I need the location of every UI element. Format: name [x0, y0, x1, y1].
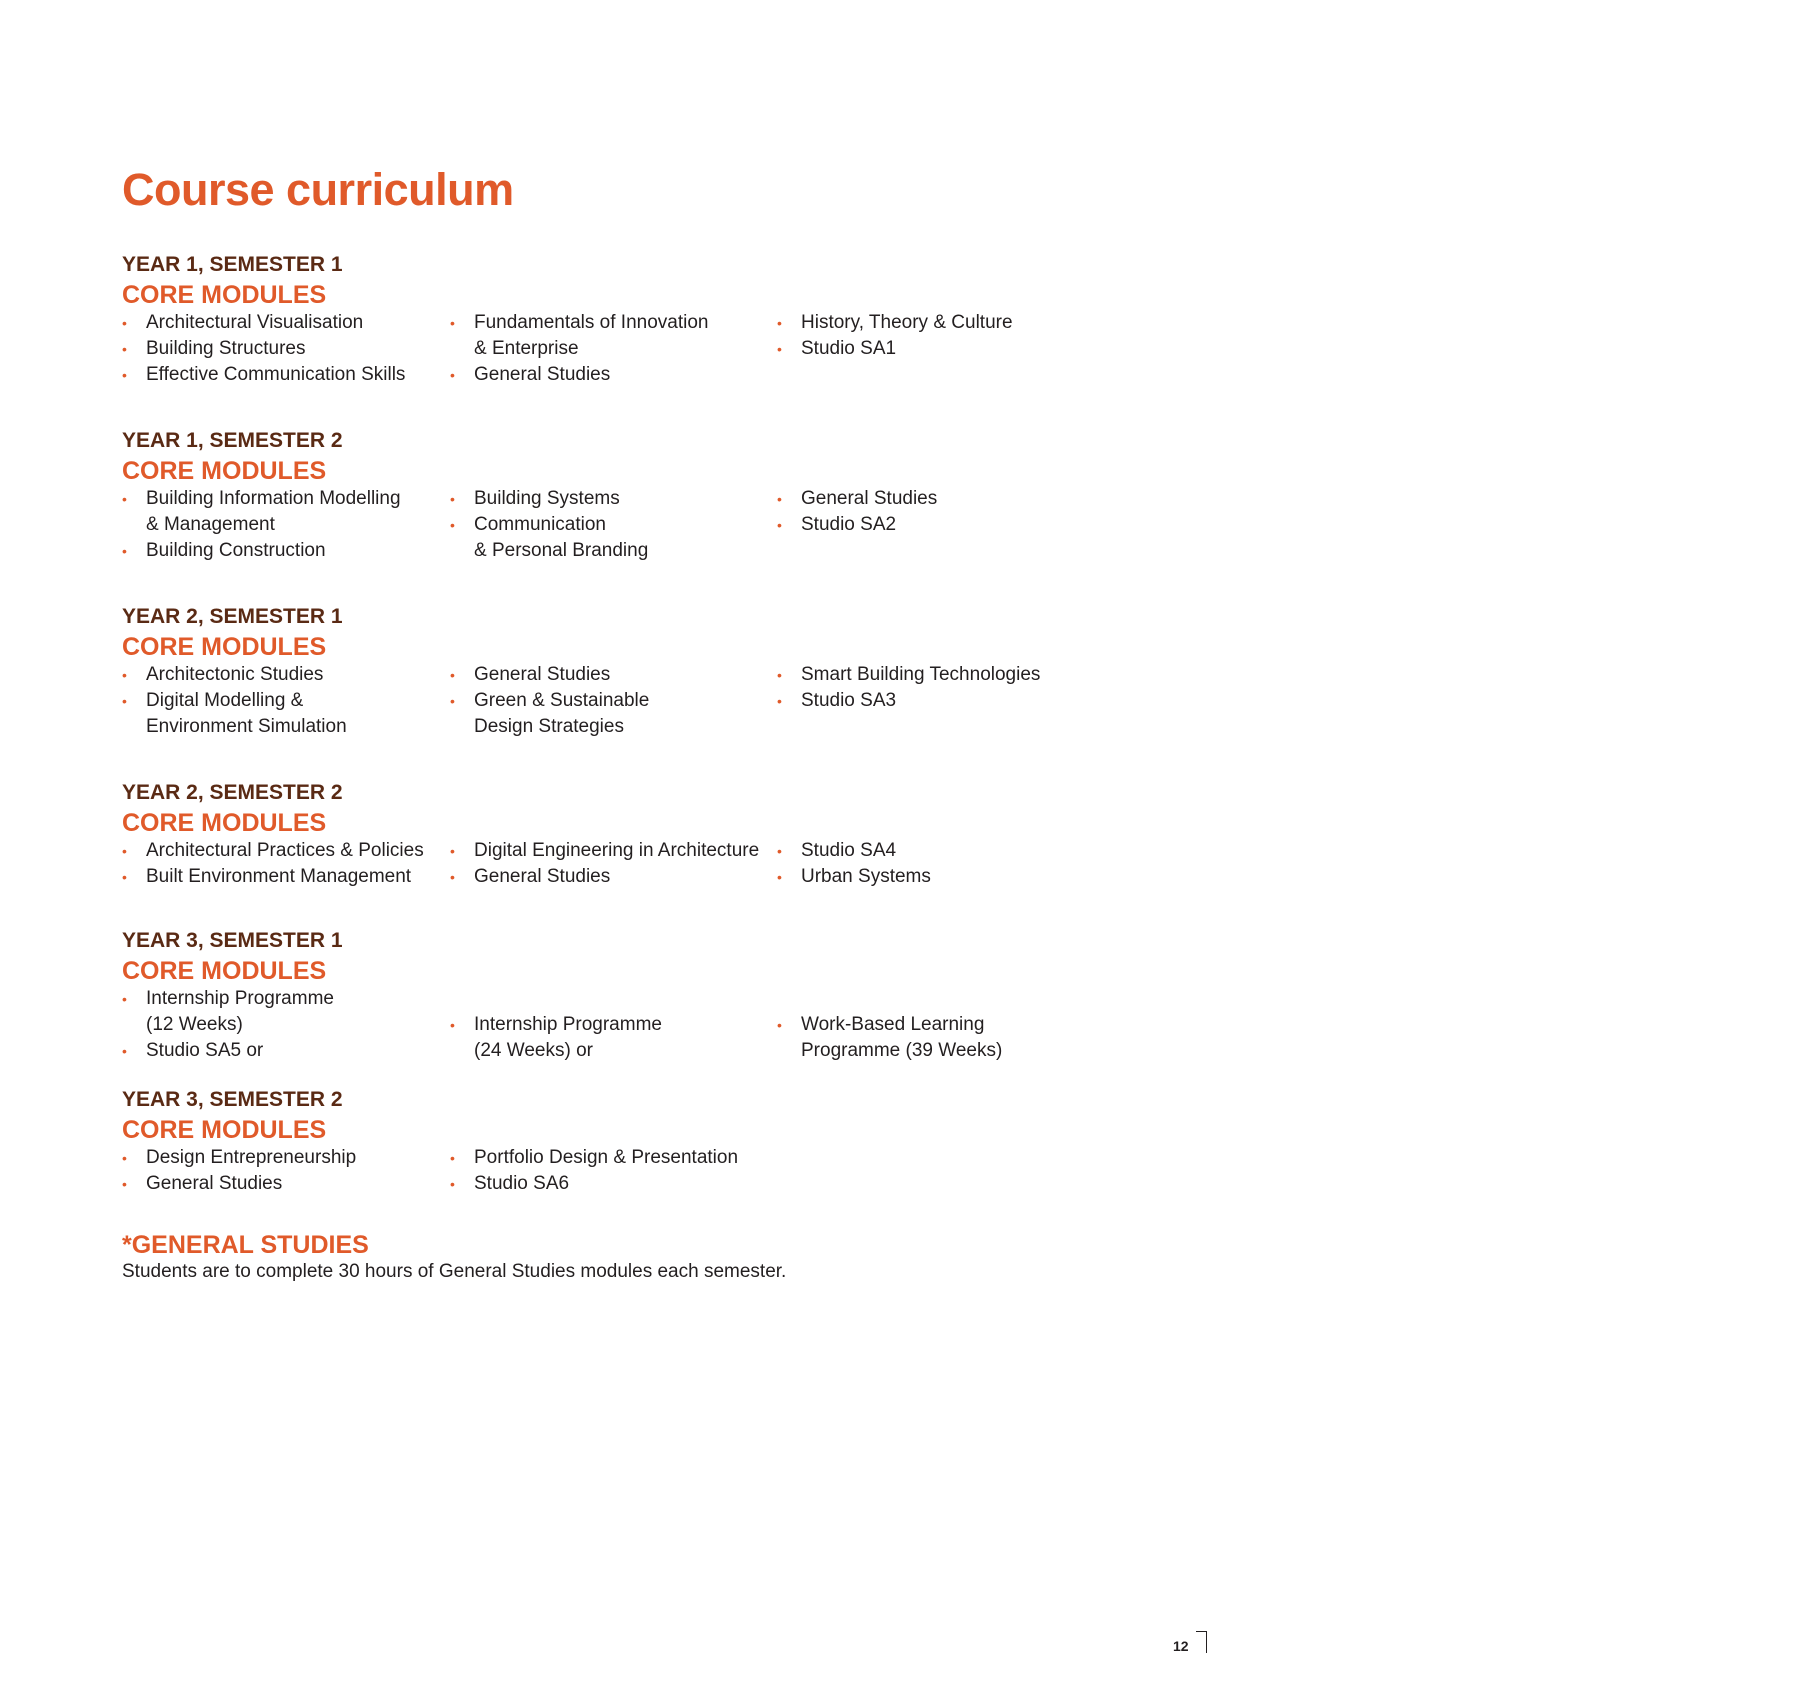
module-name: Effective Communication Skills [146, 364, 406, 385]
general-studies-heading: *GENERAL STUDIES [122, 1231, 369, 1259]
semester-block [122, 602, 1122, 752]
core-modules-heading: CORE MODULES [122, 1116, 327, 1144]
module-item [450, 310, 770, 362]
module-name: Smart Building Technologies [801, 664, 1041, 685]
module-item [122, 838, 442, 864]
module-name: Digital Modelling & Environment Simulation [146, 690, 347, 737]
module-item [122, 362, 442, 388]
page-title: Course curriculum [122, 164, 514, 215]
bullet-icon: • [122, 843, 127, 859]
module-columns [122, 486, 1122, 576]
module-item [777, 310, 1097, 336]
bullet-icon: • [450, 869, 455, 885]
semester-block [122, 778, 1122, 928]
general-studies-note: Students are to complete 30 hours of General Studies modules each semester. [122, 1261, 787, 1282]
bullet-icon: • [122, 1150, 127, 1166]
module-name: Internship Programme (12 Weeks) [146, 988, 334, 1035]
bullet-icon: • [777, 869, 782, 885]
module-item [122, 486, 442, 538]
module-name: Building Information Modelling & Management [146, 488, 401, 535]
page-corner-mark [1196, 1631, 1207, 1653]
module-name: Studio SA3 [801, 690, 897, 711]
semester-block [122, 426, 1122, 576]
bullet-icon: • [450, 315, 455, 331]
module-name: Studio SA5 or [146, 1040, 264, 1061]
module-name: General Studies [474, 866, 611, 887]
bullet-icon: • [777, 315, 782, 331]
module-item [777, 1012, 1097, 1064]
core-modules-heading: CORE MODULES [122, 809, 327, 837]
module-item [450, 362, 770, 388]
semester-block [122, 926, 1122, 1076]
bullet-icon: • [777, 1017, 782, 1033]
module-item [122, 538, 442, 564]
core-modules-heading: CORE MODULES [122, 633, 327, 661]
module-name: Studio SA1 [801, 338, 897, 359]
bullet-icon: • [122, 667, 127, 683]
bullet-icon: • [122, 341, 127, 357]
module-name: Communication & Personal Branding [474, 514, 649, 561]
module-columns [122, 986, 1122, 1076]
bullet-icon: • [777, 843, 782, 859]
bullet-icon: • [450, 491, 455, 507]
module-name: Green & Sustainable Design Strategies [474, 690, 650, 737]
module-item [777, 838, 1097, 864]
module-item [450, 864, 770, 890]
bullet-icon: • [122, 1176, 127, 1192]
semester-heading: YEAR 1, SEMESTER 1 [122, 253, 343, 276]
module-name: Built Environment Management [146, 866, 412, 887]
module-item [122, 662, 442, 688]
module-name: Portfolio Design & Presentation [474, 1147, 739, 1168]
module-item [450, 512, 770, 564]
module-item [777, 864, 1097, 890]
module-columns [122, 838, 1122, 928]
module-columns [122, 662, 1122, 752]
module-item [122, 1145, 442, 1171]
module-name: Studio SA4 [801, 840, 897, 861]
module-item [450, 486, 770, 512]
core-modules-heading: CORE MODULES [122, 457, 327, 485]
bullet-icon: • [777, 517, 782, 533]
bullet-icon: • [122, 693, 127, 709]
bullet-icon: • [777, 667, 782, 683]
module-name: History, Theory & Culture [801, 312, 1013, 333]
bullet-icon: • [450, 1176, 455, 1192]
semester-heading: YEAR 3, SEMESTER 2 [122, 1088, 343, 1111]
bullet-icon: • [122, 1043, 127, 1059]
module-item [122, 310, 442, 336]
semester-block [122, 250, 1122, 400]
module-name: Studio SA2 [801, 514, 897, 535]
module-item [777, 662, 1097, 688]
module-name: Fundamentals of Innovation & Enterprise [474, 312, 709, 359]
module-item [122, 336, 442, 362]
module-name: General Studies [474, 364, 611, 385]
bullet-icon: • [450, 1017, 455, 1033]
module-item [450, 1171, 770, 1197]
module-columns [122, 1145, 1122, 1235]
module-name: Design Entrepreneurship [146, 1147, 357, 1168]
module-item [777, 336, 1097, 362]
module-name: General Studies [146, 1173, 283, 1194]
bullet-icon: • [777, 341, 782, 357]
module-name: Work-Based Learning Programme (39 Weeks) [801, 1014, 1003, 1061]
module-item [777, 688, 1097, 714]
core-modules-heading: CORE MODULES [122, 281, 327, 309]
module-name: Urban Systems [801, 866, 931, 887]
module-item [122, 1038, 442, 1064]
bullet-icon: • [122, 315, 127, 331]
semester-heading: YEAR 1, SEMESTER 2 [122, 429, 343, 452]
bullet-icon: • [122, 491, 127, 507]
module-name: General Studies [474, 664, 611, 685]
module-item [122, 986, 442, 1038]
bullet-icon: • [450, 843, 455, 859]
module-item [777, 486, 1097, 512]
bullet-icon: • [122, 367, 127, 383]
module-item [450, 1012, 770, 1064]
module-name: Building Structures [146, 338, 306, 359]
bullet-icon: • [450, 667, 455, 683]
module-item [122, 864, 442, 890]
semester-heading: YEAR 2, SEMESTER 1 [122, 605, 343, 628]
bullet-icon: • [777, 693, 782, 709]
module-name: Architectonic Studies [146, 664, 324, 685]
module-name: Digital Engineering in Architecture [474, 840, 760, 861]
bullet-icon: • [450, 693, 455, 709]
semester-heading: YEAR 2, SEMESTER 2 [122, 781, 343, 804]
core-modules-heading: CORE MODULES [122, 957, 327, 985]
module-item [450, 1145, 770, 1171]
module-item [777, 512, 1097, 538]
module-name: Internship Programme (24 Weeks) or [474, 1014, 662, 1061]
page-number: 12 [1173, 1638, 1189, 1654]
semester-block [122, 1085, 1122, 1235]
module-name: Architectural Visualisation [146, 312, 364, 333]
bullet-icon: • [122, 991, 127, 1007]
bullet-icon: • [450, 367, 455, 383]
module-item [450, 838, 770, 864]
semester-heading: YEAR 3, SEMESTER 1 [122, 929, 343, 952]
module-name: Architectural Practices & Policies [146, 840, 424, 861]
module-name: Building Construction [146, 540, 326, 561]
bullet-icon: • [122, 543, 127, 559]
bullet-icon: • [777, 491, 782, 507]
module-item [450, 688, 770, 740]
module-item [450, 662, 770, 688]
bullet-icon: • [122, 869, 127, 885]
bullet-icon: • [450, 1150, 455, 1166]
module-item [122, 1171, 442, 1197]
module-item [122, 688, 442, 740]
module-columns [122, 310, 1122, 400]
bullet-icon: • [450, 517, 455, 533]
module-name: Building Systems [474, 488, 620, 509]
module-name: General Studies [801, 488, 938, 509]
module-name: Studio SA6 [474, 1173, 570, 1194]
